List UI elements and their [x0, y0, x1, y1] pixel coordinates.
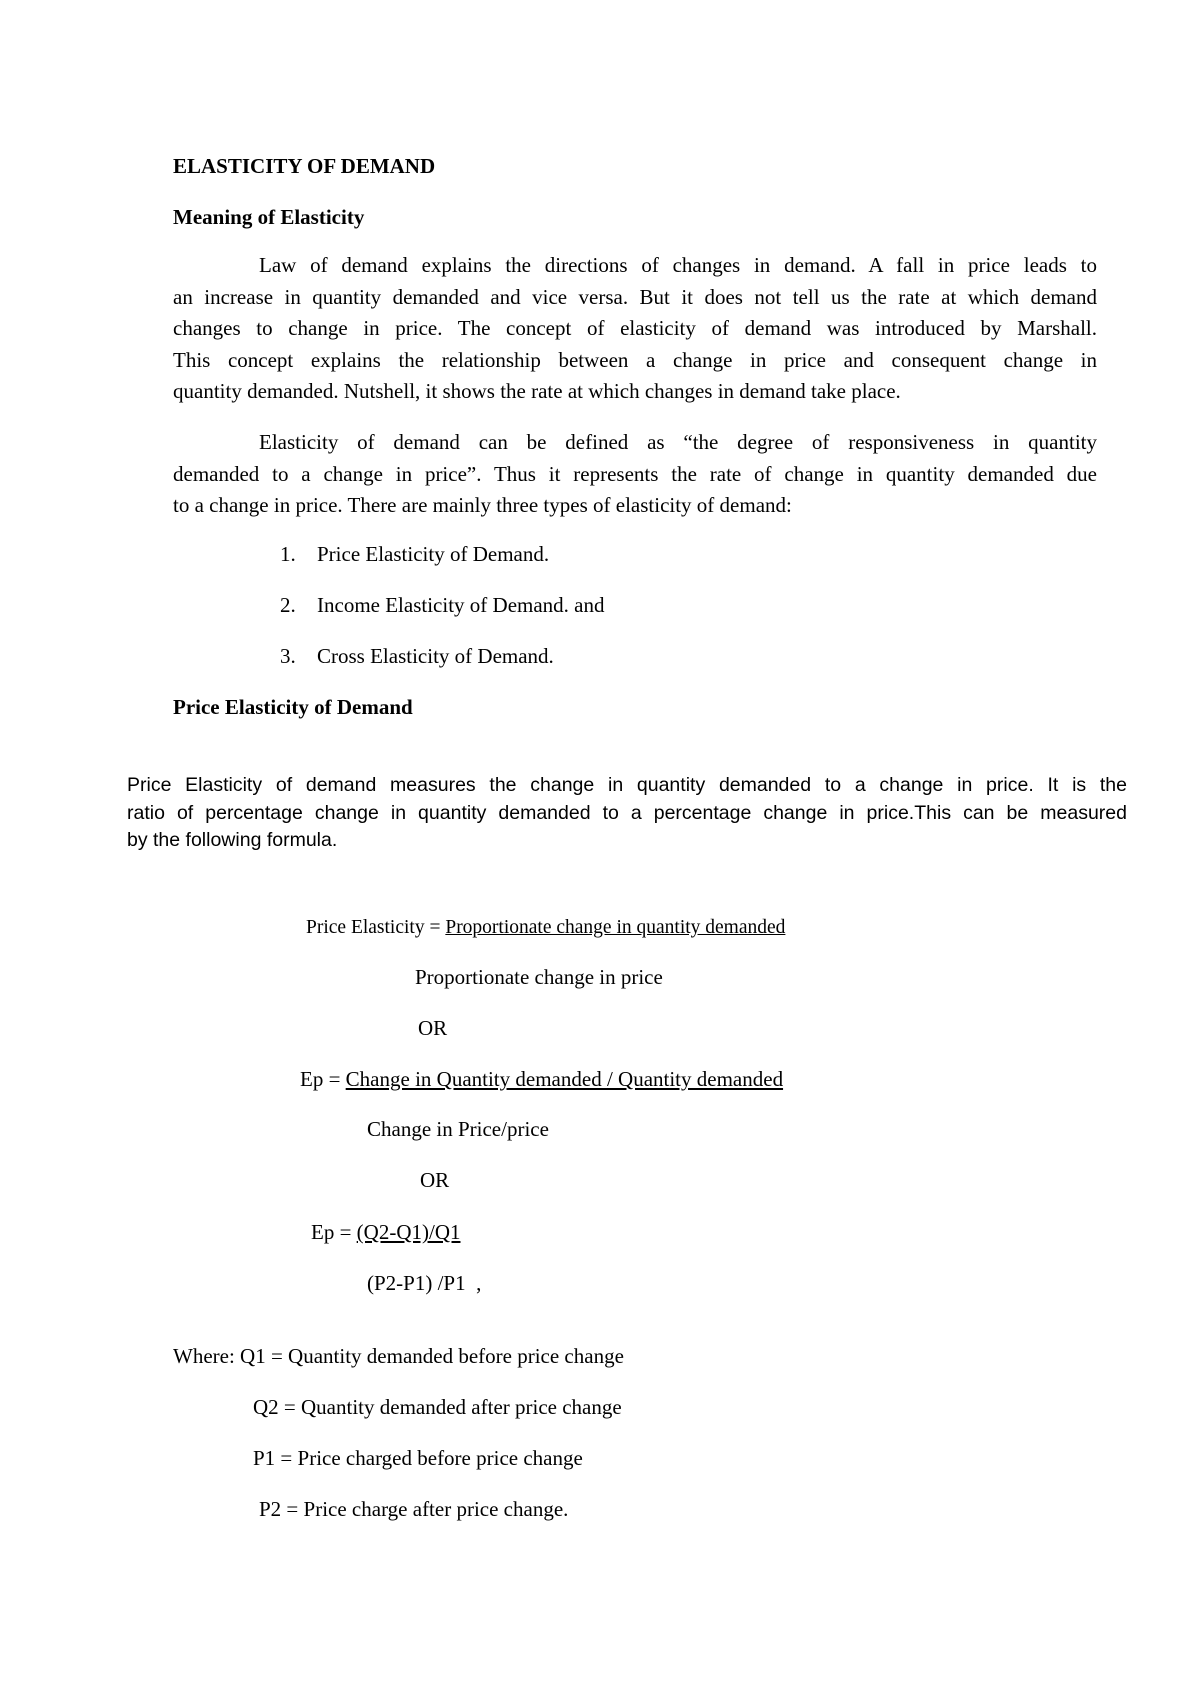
document-title: ELASTICITY OF DEMAND [173, 154, 436, 178]
list-item-text: Price Elasticity of Demand. [317, 542, 550, 566]
paragraph-definition [173, 427, 1097, 522]
paragraph-law-of-demand [173, 250, 1097, 408]
definition-q2: Q2 = Quantity demanded after price change [253, 1395, 622, 1419]
paragraph-line: an increase in quantity demanded and vice versa. But it does not tell us the rate at which demand [173, 284, 1097, 309]
formula-numerator: (Q2-Q1)/Q1 [356, 1220, 461, 1244]
paragraph-line: This concept explains the relationship between a change in price and consequent change in [173, 347, 1097, 372]
formula-equation [311, 1220, 460, 1244]
list-item-number: 3. [280, 644, 296, 668]
list-item-number: 1. [280, 542, 296, 566]
section-heading-meaning: Meaning of Elasticity [173, 205, 365, 229]
formula-numerator: Change in Quantity demanded / Quantity demanded [345, 1067, 784, 1091]
formula-denominator: Change in Price/price [367, 1117, 549, 1141]
list-item-text: Cross Elasticity of Demand. [317, 644, 554, 668]
definition-p1: P1 = Price charged before price change [253, 1446, 583, 1470]
formula-equation [300, 1067, 783, 1091]
formula-lhs: Price Elasticity = [306, 917, 446, 938]
formula-lhs: Ep = [300, 1067, 346, 1091]
paragraph-line: ratio of percentage change in quantity demanded to a percentage change in price.This can be measured [127, 801, 1127, 824]
paragraph-line: Elasticity of demand can be defined as “the degree of responsiveness in quantity [259, 430, 1097, 454]
paragraph-line: changes to change in price. The concept of elasticity of demand was introduced by Marshall. [173, 316, 1097, 340]
paragraph-line: quantity demanded. Nutshell, it shows the rate at which changes in demand take place. [173, 379, 901, 403]
formula-numerator: Proportionate change in quantity demanded [445, 917, 786, 938]
formula-denominator: (P2-P1) /P1 , [367, 1271, 482, 1295]
section-heading-price-elasticity: Price Elasticity of Demand [173, 695, 413, 719]
list-item-text: Income Elasticity of Demand. and [317, 593, 605, 617]
definition-p2: P2 = Price charge after price change. [259, 1497, 569, 1521]
paragraph-line: Law of demand explains the directions of changes in demand. A fall in price leads to [259, 253, 1097, 277]
paragraph-line: demanded to a change in price”. Thus it represents the rate of change in quantity demanded due [173, 461, 1097, 486]
or-separator: OR [418, 1016, 448, 1040]
paragraph-line: by the following formula. [127, 829, 338, 851]
or-separator: OR [420, 1168, 450, 1192]
formula-lhs: Ep = [311, 1220, 357, 1244]
paragraph-line: Price Elasticity of demand measures the change in quantity demanded to a change in price. It is the [127, 774, 1127, 796]
paragraph-line: to a change in price. There are mainly three types of elasticity of demand: [173, 493, 792, 517]
formula-equation [306, 916, 785, 940]
list-item-number: 2. [280, 593, 296, 617]
formula-denominator: Proportionate change in price [415, 965, 663, 989]
definition-q1: Where: Q1 = Quantity demanded before price change [173, 1344, 624, 1368]
paragraph-price-elasticity [127, 772, 1127, 855]
